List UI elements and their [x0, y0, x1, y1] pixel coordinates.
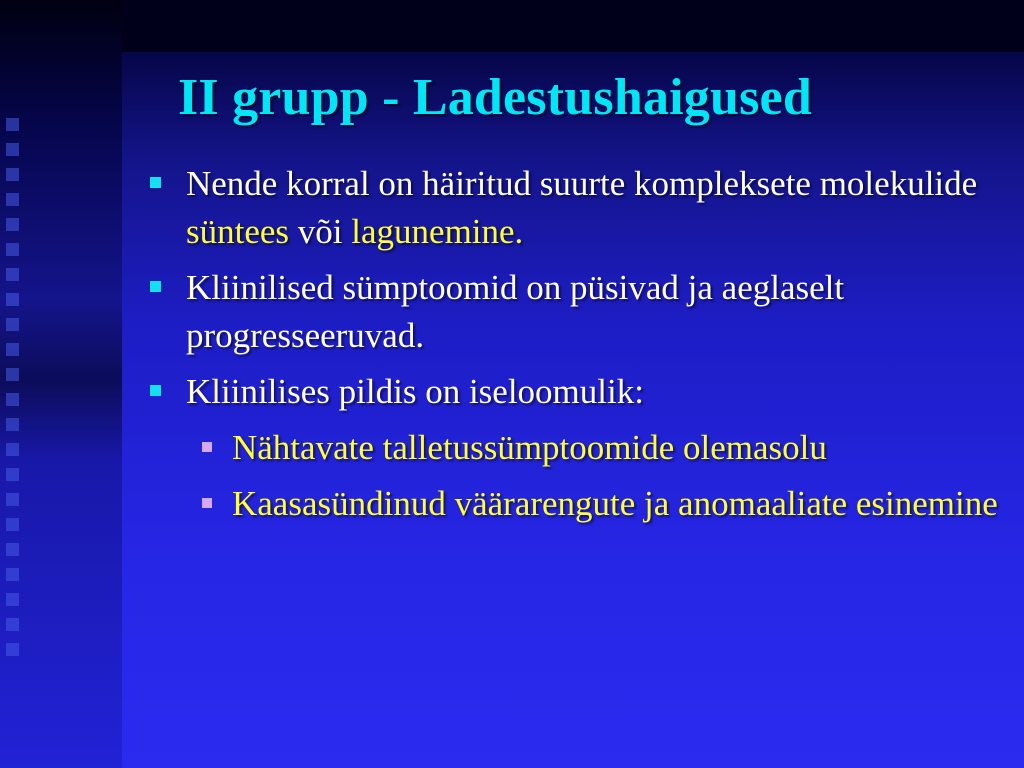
decorative-square [6, 193, 19, 206]
decorative-square [6, 218, 19, 231]
decorative-square [6, 243, 19, 256]
decorative-square [6, 368, 19, 381]
decorative-square [6, 318, 19, 331]
bullet-text-connector: või [289, 212, 352, 251]
square-subbullet-icon [202, 498, 212, 508]
decorative-square [6, 343, 19, 356]
decorative-square [6, 268, 19, 281]
decorative-squares [6, 118, 32, 678]
bullet-text: Kliinilised sümptoomid on püsivad ja aeglaselt progresseeruvad. [186, 268, 845, 355]
decorative-square [6, 643, 19, 656]
highlight-breakdown: lagunemine. [351, 212, 524, 251]
square-bullet-icon [150, 281, 161, 292]
decorative-square [6, 468, 19, 481]
left-decorative-band [0, 0, 122, 768]
decorative-square [6, 293, 19, 306]
decorative-square [6, 593, 19, 606]
top-dark-band [122, 0, 1024, 52]
bullet-symptoms [150, 264, 1000, 360]
decorative-square [6, 168, 19, 181]
decorative-square [6, 393, 19, 406]
decorative-square [6, 518, 19, 531]
decorative-square [6, 443, 19, 456]
bullet-text: Kliinilises pildis on iseloomulik: [186, 372, 644, 411]
subbullet-storage-symptoms [150, 424, 1000, 472]
decorative-square [6, 493, 19, 506]
highlight-synthesis: süntees [186, 212, 290, 251]
decorative-square [6, 418, 19, 431]
square-bullet-icon [150, 177, 161, 188]
decorative-square [6, 568, 19, 581]
decorative-square [6, 618, 19, 631]
decorative-square [6, 543, 19, 556]
square-subbullet-icon [202, 442, 212, 452]
slide-content [150, 160, 1000, 536]
bullet-clinical-picture [150, 368, 1000, 416]
decorative-square [6, 118, 19, 131]
subbullet-text: Kaasasündinud väärarengute ja anomaaliate esinemine [232, 484, 998, 523]
subbullet-malformations [150, 480, 1000, 528]
subbullet-text: Nähtavate talletussümptoomide olemasolu [232, 428, 827, 467]
bullet-synthesis [150, 160, 1000, 256]
decorative-square [6, 143, 19, 156]
slide-title: II grupp - Ladestushaigused [178, 69, 812, 126]
square-bullet-icon [150, 385, 161, 396]
bullet-text: Nende korral on häiritud suurte kompleksete molekulide [186, 164, 978, 203]
